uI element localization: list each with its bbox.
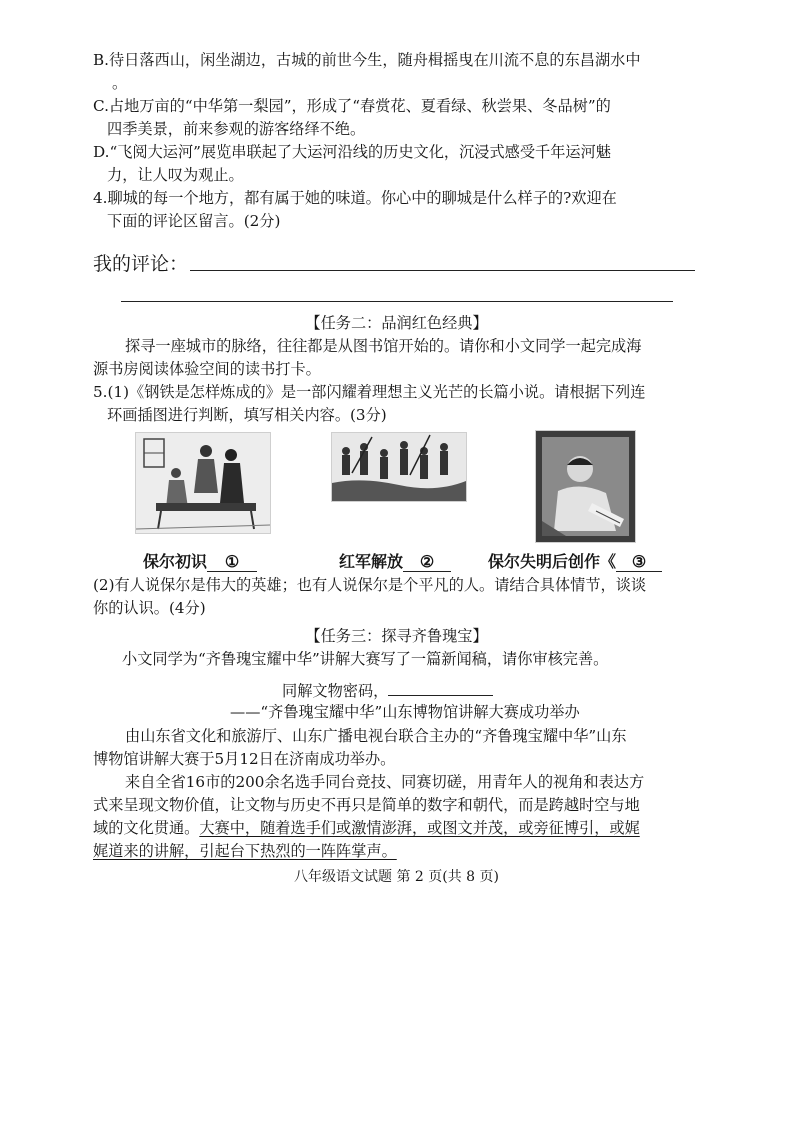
- caption-text: 保尔初识: [143, 552, 208, 571]
- caption-text: 保尔失明后创作《: [488, 552, 617, 571]
- question-5-2-line2: 你的认识。(4分): [93, 599, 206, 617]
- caption-paul-writing: [488, 549, 662, 572]
- option-c-line1: C.占地万亩的“中华第一梨园”，形成了“春赏花、夏看绿、秋尝果、冬品树”的: [93, 97, 611, 115]
- question-4-line2: 下面的评论区留言。(2分): [107, 212, 281, 230]
- news-subheadline: ——“齐鲁瑰宝耀中华”山东博物馆讲解大赛成功举办: [230, 703, 580, 721]
- question-5-2-line1: (2)有人说保尔是伟大的英雄；也有人说保尔是个平凡的人。请结合具体情节，谈谈: [93, 576, 647, 594]
- illustration-paul-meeting: [135, 432, 271, 534]
- news-p2-line2: 式来呈现文物价值，让文物与历史不再只是简单的数字和朝代，而是跨越时空与地: [93, 796, 640, 814]
- sketch-figures-icon: [136, 433, 270, 533]
- caption-text: 红军解放: [339, 552, 404, 571]
- sketch-writer-icon: [536, 431, 635, 542]
- headline-blank[interactable]: [388, 679, 493, 696]
- task2-intro-line1: 探寻一座城市的脉络，往往都是从图书馆开始的。请你和小文同学一起完成海: [125, 337, 642, 355]
- news-p2-line4: [93, 841, 397, 861]
- underlined-sentence-part1: 大赛中，随着选手们或激情澎湃，或图文并茂，或旁征博引，或娓: [199, 819, 640, 837]
- task3-intro: 小文同学为“齐鲁瑰宝耀中华”讲解大赛写了一篇新闻稿，请你审核完善。: [122, 650, 609, 668]
- news-p2-line3: 域的文化贯通。大赛中，随着选手们或激情澎湃，或图文并茂，或旁征博引，或娓: [93, 819, 640, 837]
- option-d-line1: D.“飞阅大运河”展览串联起了大运河沿线的历史文化，沉浸式感受千年运河魅: [93, 143, 611, 161]
- page-footer: 八年级语文试题 第 2 页(共 8 页): [294, 869, 499, 885]
- comment-answer-line-1[interactable]: [190, 270, 695, 271]
- question-4-line1: 4.聊城的每一个地方，都有属于她的味道。你心中的聊城是什么样子的?欢迎在: [93, 189, 617, 207]
- news-p1-line2: 博物馆讲解大赛于5月12日在济南成功举办。: [93, 750, 396, 768]
- caption-red-army: [339, 549, 451, 572]
- option-b-line1: B.待日落西山，闲坐湖边，古城的前世今生，随舟楫摇曳在川流不息的东昌湖水中: [93, 51, 641, 69]
- task3-title: 【任务三：探寻齐鲁瑰宝】: [305, 627, 488, 645]
- answer-blank-2[interactable]: ②: [403, 552, 451, 572]
- news-p2-line1: 来自全省16市的200余名选手同台竞技、同赛切磋，用青年人的视角和表达方: [125, 773, 645, 791]
- caption-paul-meeting: [143, 549, 257, 572]
- option-d-line2: 力，让人叹为观止。: [107, 166, 244, 184]
- sketch-crowd-icon: [332, 433, 466, 501]
- answer-blank-1[interactable]: ①: [207, 552, 257, 572]
- news-p1-line1: 由山东省文化和旅游厅、山东广播电视台联合主办的“齐鲁瑰宝耀中华”山东: [125, 727, 627, 745]
- underlined-sentence-part2: 娓道来的讲解，引起台下热烈的一阵阵掌声。: [93, 842, 397, 860]
- news-headline: 同解文物密码，: [282, 679, 493, 701]
- question-5-line2: 环画插图进行判断，填写相关内容。(3分): [107, 406, 387, 424]
- task2-title: 【任务二：品润红色经典】: [305, 314, 488, 332]
- answer-blank-3[interactable]: ③: [616, 552, 662, 572]
- comment-answer-line-2[interactable]: [121, 301, 673, 302]
- option-c-line2: 四季美景，前来参观的游客络绎不绝。: [107, 120, 366, 138]
- comment-label: 我的评论：: [93, 253, 189, 275]
- illustration-red-army: [331, 432, 467, 502]
- task2-intro-line2: 源书房阅读体验空间的读书打卡。: [93, 360, 321, 378]
- option-b-line2: 。: [112, 74, 128, 92]
- illustration-paul-writing: [535, 430, 636, 543]
- question-5-line1: 5.(1)《钢铁是怎样炼成的》是一部闪耀着理想主义光芒的长篇小说。请根据下列连: [93, 383, 646, 401]
